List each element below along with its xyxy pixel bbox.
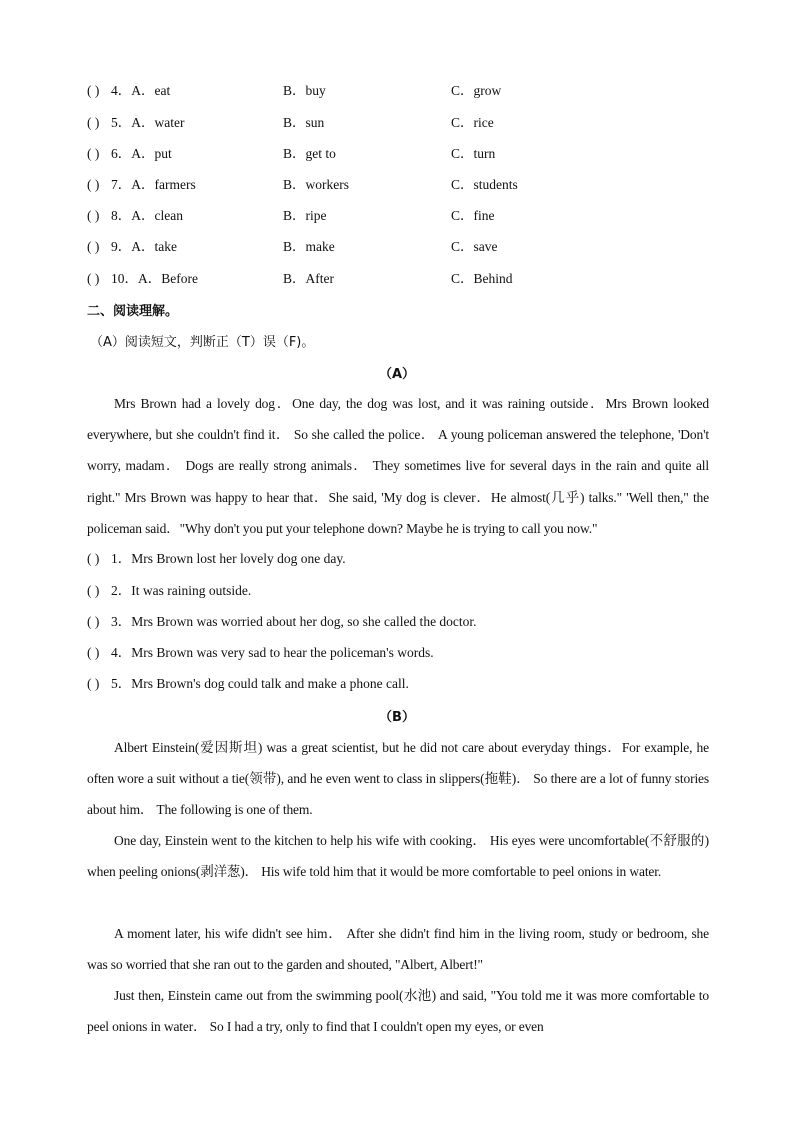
answer-blank: ( ) [87,676,100,691]
passage-b-paragraph [87,732,709,826]
section-heading: 二、阅读理解。 [87,304,179,319]
answer-blank: ( ) [87,645,100,660]
option-c: C．turn [451,146,496,161]
paragraph-text: One day, Einstein went to the kitchen to help his wife with cooking． His eyes were uncomfortable(不舒服的) when peeling onions(剥洋葱)． His wife told him that it would be more comfortable to peel onions in water. [87,833,709,880]
option-c: C．Behind [451,271,513,286]
answer-blank: ( ) [87,583,100,598]
option-c: C．save [451,239,498,254]
question-text: 3．Mrs Brown was worried about her dog, so she called the doctor. [111,614,477,629]
passage-a-text [87,388,709,544]
answer-blank: ( ) [87,239,100,254]
answer-blank: ( ) [87,115,100,130]
option-b: B．get to [283,146,336,161]
option-b: B．sun [283,115,325,130]
answer-blank: ( ) [87,83,100,98]
option-a: 9．A．take [111,239,177,254]
answer-blank: ( ) [87,146,100,161]
question-text: 5．Mrs Brown's dog could talk and make a phone call. [111,676,409,691]
option-b: B．buy [283,83,326,98]
option-b: B．ripe [283,208,327,223]
option-a: 8．A．clean [111,208,183,223]
paragraph-text: A moment later, his wife didn't see him． After she didn't find him in the living room, study or bedroom, she was so worried that she ran out to the garden and shouted, "Albert, Albert!" [87,926,709,973]
answer-blank: ( ) [87,614,100,629]
answer-blank: ( ) [87,271,100,286]
option-c: C．grow [451,83,502,98]
question-text: 2．It was raining outside. [111,583,252,598]
option-c: C．fine [451,208,495,223]
option-a: 5．A．water [111,115,185,130]
answer-blank: ( ) [87,551,100,566]
option-a: 4．A．eat [111,83,171,98]
option-c: C．students [451,177,518,192]
option-b: B．workers [283,177,349,192]
question-text: 4．Mrs Brown was very sad to hear the policeman's words. [111,645,434,660]
option-c: C．rice [451,115,494,130]
option-b: B．After [283,271,334,286]
section-instruction: （A）阅读短文，判断正（T）误（F)。 [90,335,315,350]
passage-a-title: （A） [378,367,416,382]
passage-b-paragraph [87,918,709,980]
passage-b-paragraph [87,980,709,1042]
paragraph-text: Just then, Einstein came out from the swimming pool(水池) and said, "You told me it was more comfortable to peel onions in water． So I had a try, only to find that I couldn't open my eyes, or even [87,988,709,1035]
answer-blank: ( ) [87,208,100,223]
passage-a-body: Mrs Brown had a lovely dog．One day, the dog was lost, and it was raining outside．Mrs Brown looked everywhere, but she couldn't find it． So she called the police． A young policeman answered the telephone, 'Don't worry, madam． Dogs are really strong animals． They sometimes live for several days in the rain and quite all right." Mrs Brown was happy to hear that．She said, 'My dog is clever．He almost(几乎) talks." 'Well then," the policeman said．"Why don't you put your telephone down? Maybe he is trying to call you now." [87,396,709,536]
option-a: 10．A．Before [111,271,198,286]
paragraph-text: Albert Einstein(爱因斯坦) was a great scientist, but he did not care about everyday things．For example, he often wore a suit without a tie(领带), and he even went to class in slippers(拖鞋)． So there are a lot of funny stories about him． The following is one of them. [87,740,709,818]
option-b: B．make [283,239,335,254]
answer-blank: ( ) [87,177,100,192]
option-a: 7．A．farmers [111,177,196,192]
question-text: 1．Mrs Brown lost her lovely dog one day. [111,551,346,566]
passage-b-title: （B） [379,710,415,725]
option-a: 6．A．put [111,146,172,161]
passage-b-paragraph [87,825,709,887]
